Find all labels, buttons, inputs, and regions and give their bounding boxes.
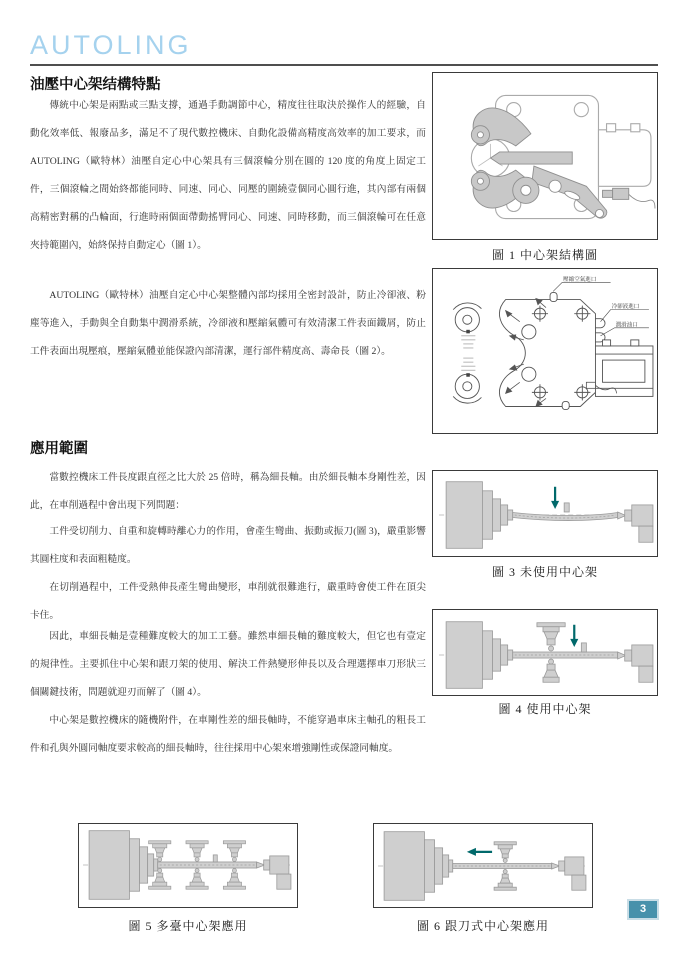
cutting-tool — [581, 643, 586, 652]
paragraph-structure-2: AUTOLING（歐特林）油壓自定心中心架整體內部均採用全密封設計，防止冷卻液、粉塵等進入，手動與全自動集中潤滑系統，冷卻液和壓縮氣體可有效清潔工件表面鐵屑，防止工件表面出現壓痕，壓縮氣體並能保證內部清潔，運行部件精度高、壽命長（圖 2）。 — [30, 290, 426, 357]
cutting-tool — [564, 503, 569, 512]
sealed-body-diagram — [433, 269, 657, 433]
follow-rest-diagram — [374, 824, 592, 907]
center-rest-structure-diagram — [433, 73, 657, 239]
page-number-badge: 3 — [629, 901, 657, 918]
down-arrow-icon — [570, 625, 578, 647]
paragraph-application-2: 工件受切削力、自重和旋轉時離心力的作用，會產生彎曲、振動或振刀(圖 3)，嚴重影響其圓柱度和表面粗糙度。 — [30, 526, 426, 565]
port-label-air: 壓縮空氣進口 — [563, 276, 597, 283]
paragraph-application-3: 在切削過程中，工件受熱伸長產生彎曲變形，車削就很難進行，嚴重時會使工件在頂尖卡住。 — [30, 582, 426, 621]
figure-5-caption: 圖 5 多臺中心架應用 — [128, 919, 248, 933]
lathe-no-rest-diagram — [433, 471, 657, 556]
port-label-lube: 潤滑油口 — [615, 322, 638, 329]
lathe-with-rest-diagram — [433, 610, 657, 695]
cutting-tool — [213, 855, 217, 862]
paragraph-application-5: 中心架是數控機床的隨機附件，在車剛性差的細長軸時，不能穿過車床主軸孔的粗長工件和孔與外圓同軸度要求較高的細長軸時，往往採用中心架來增強剛性或保證同軸度。 — [30, 715, 426, 754]
hose-line — [629, 194, 655, 208]
paragraph-structure-1: 傳統中心架是兩點或三點支撐，通過手動調節中心，精度往往取決於操作人的經驗，自動化效率低、報廢品多，滿足不了現代數控機床、自動化設備高精度高效率的加工要求，而AUTOLING（歐特林）油壓自定心中心架具有三個滾輪分別在圓的 120 度的角度上固定工件，三個滾輪之間始終都能同時、同速、同心、同壓的圍繞壹個同心圓行進，其內部有兩個高精密對稱的凸輪面，行進時兩個面帶動搖臂同心、同速、同時移動，而三個滾輪可在任意夾持範圍內，始終保持自動定心（圖 1）。 — [30, 100, 426, 251]
figure-1-box — [432, 72, 658, 240]
multi-rest-diagram — [79, 824, 297, 907]
down-arrow-icon — [551, 487, 559, 509]
section-heading-application: 應用範圍 — [30, 441, 88, 457]
figure-1-caption: 圖 1 中心架結構圖 — [491, 248, 598, 262]
header-rule — [30, 64, 658, 66]
figure-6-box — [373, 823, 593, 908]
paragraph-application-4: 因此，車細長軸是壹種難度較大的加工工藝。雖然車細長軸的難度較大，但它也有壹定的規律性。主要抓住中心架和跟刀架的使用、解決工件熱變形伸長以及合理選擇車刀形狀三個關鍵技術，問題就迎刃而解了（圖 4）。 — [30, 631, 426, 698]
center-bar — [491, 152, 573, 164]
figure-3-box — [432, 470, 658, 557]
port-label-coolant: 冷卻液進口 — [611, 304, 640, 311]
figure-4-caption: 圖 4 使用中心架 — [498, 702, 592, 716]
left-arrow-icon — [467, 848, 492, 856]
paragraph-application-1: 當數控機床工件長度跟直徑之比大於 25 倍時，稱為細長軸。由於細長軸本身剛性差，因此，在車削過程中會出現下列問題： — [30, 472, 426, 511]
figure-3-caption: 圖 3 未使用中心架 — [491, 565, 598, 579]
brand-logo: AUTOLING — [30, 30, 192, 60]
figure-4-box — [432, 609, 658, 696]
figure-6-caption: 圖 6 跟刀式中心架應用 — [416, 919, 549, 933]
section-heading-structure: 油壓中心架结構特點 — [30, 77, 161, 93]
figure-2-box — [432, 268, 658, 434]
figure-5-box — [78, 823, 298, 908]
